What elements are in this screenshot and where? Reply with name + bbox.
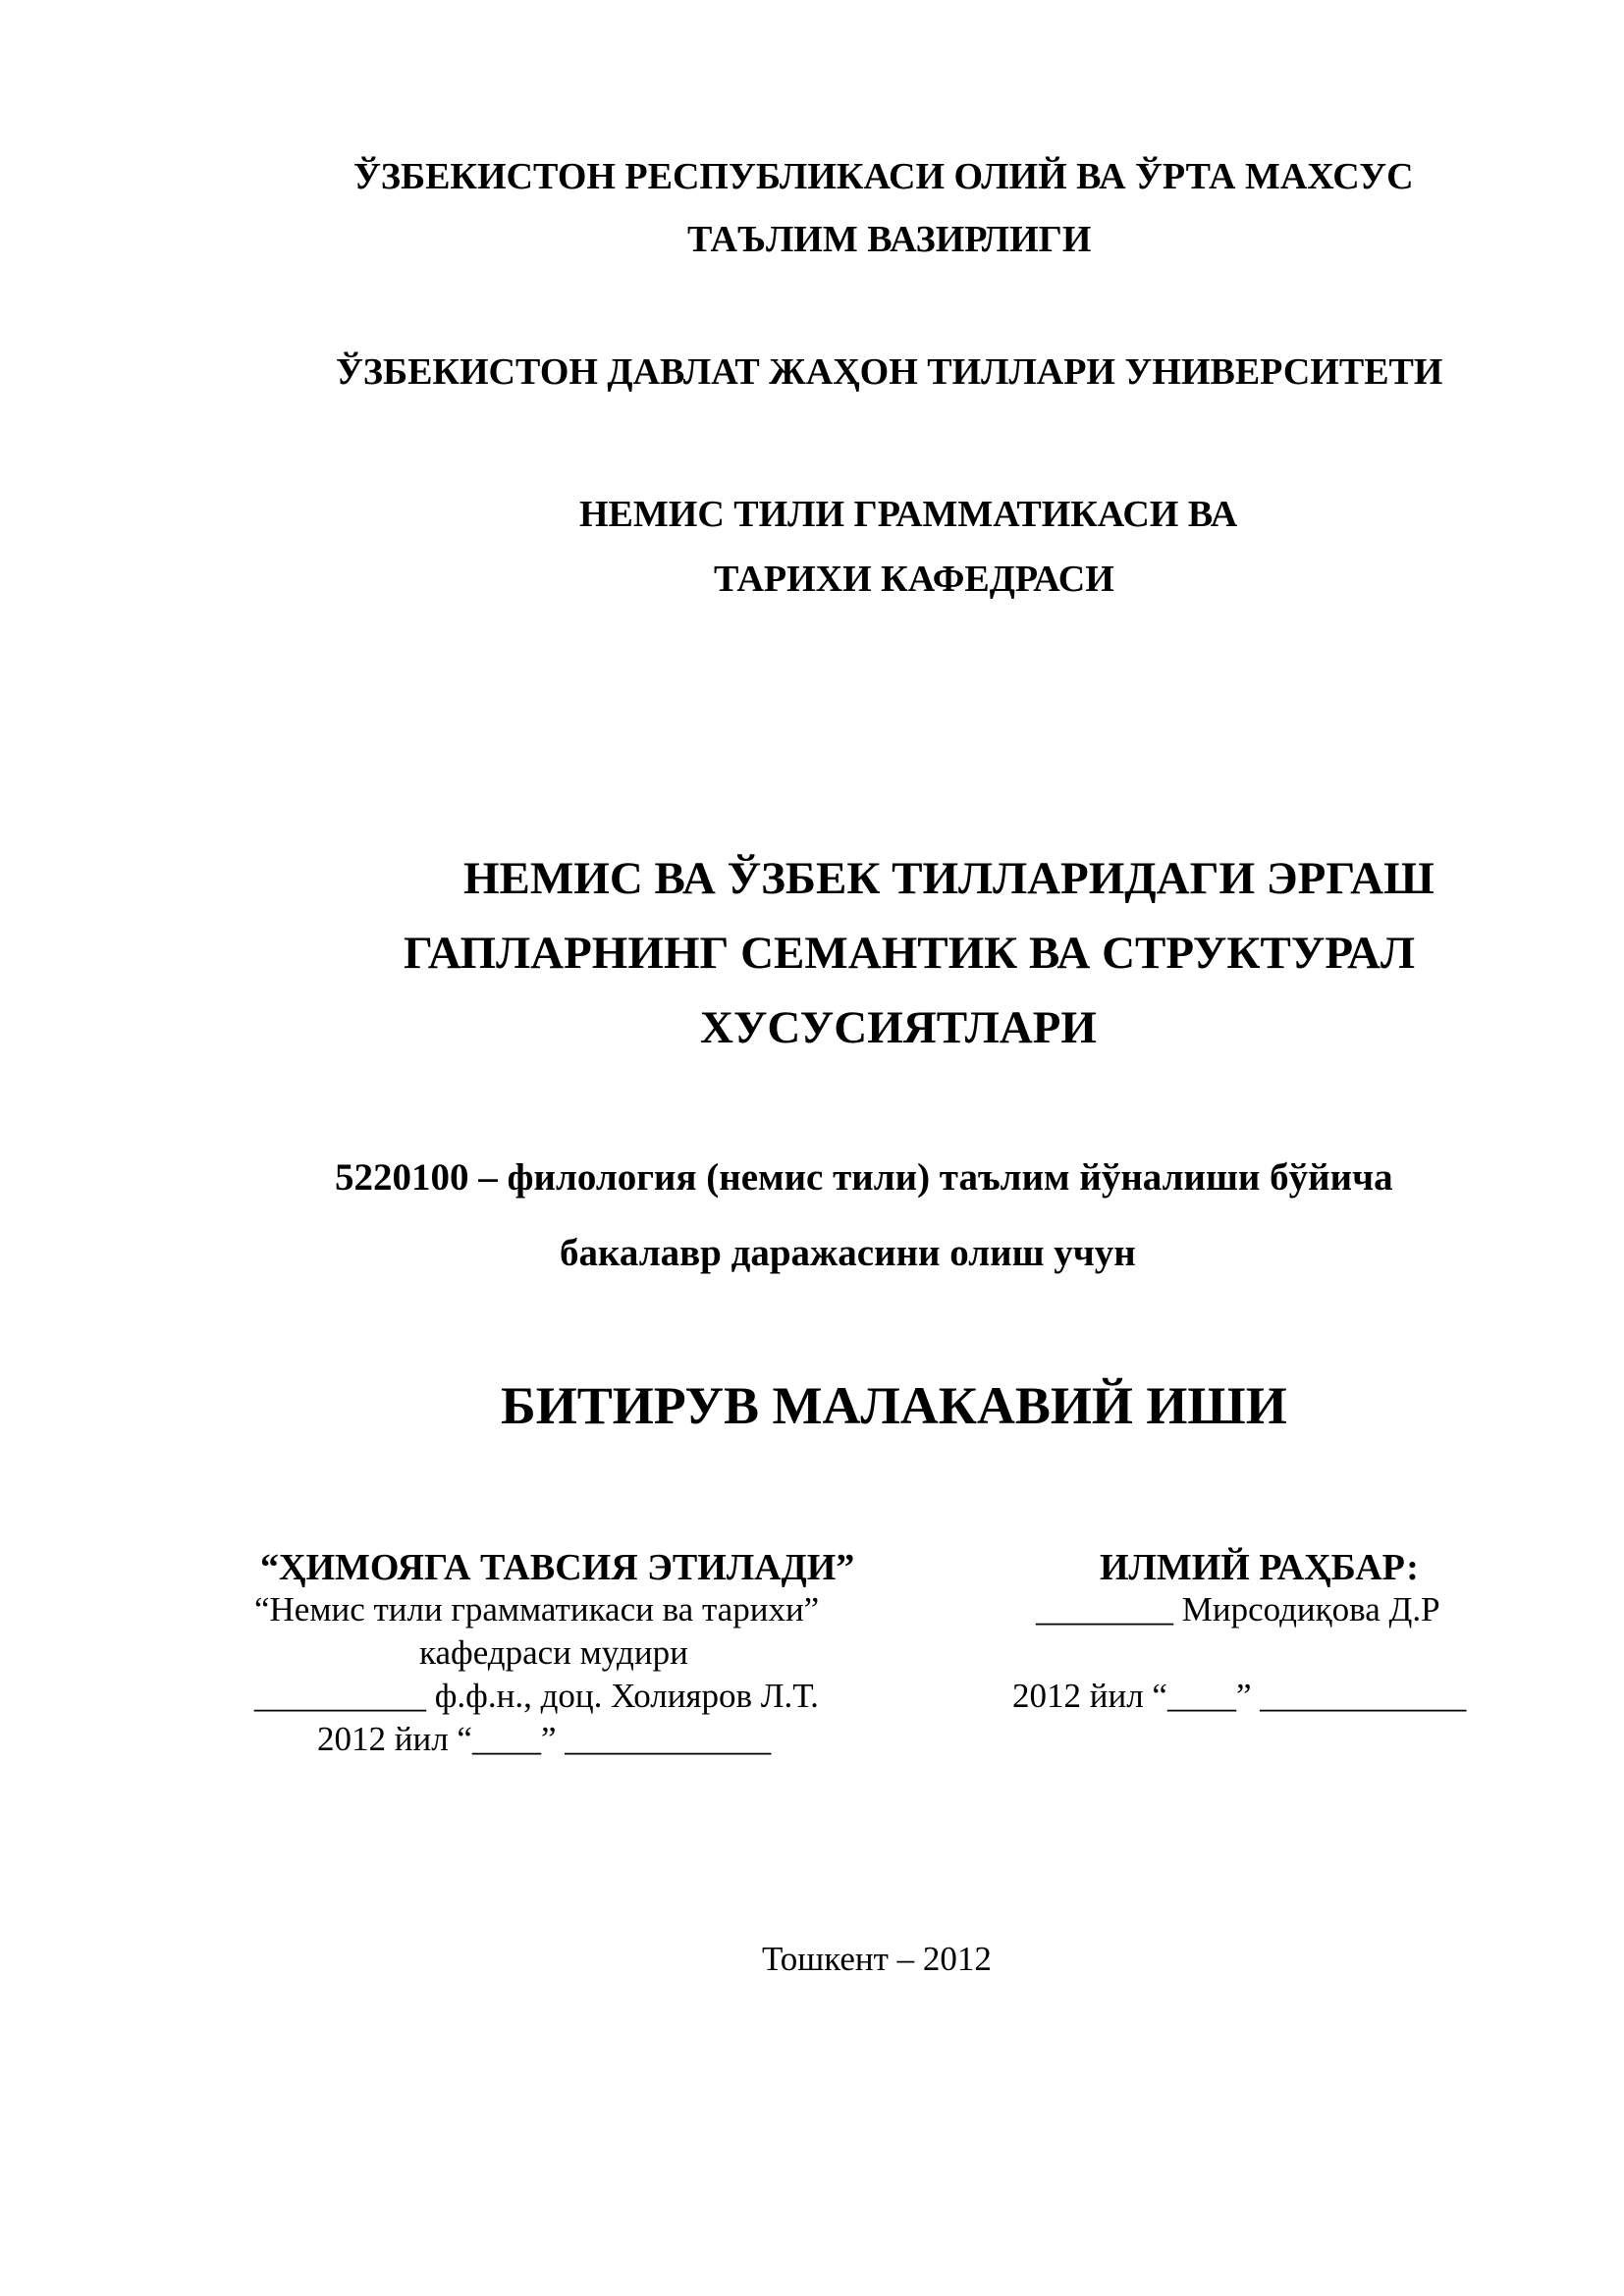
thesis-title-line-2: ГАПЛАРНИНГ СЕМАНТИК ВА СТРУКТУРАЛ [404, 928, 1415, 979]
approval-signature-line: __________ ф.ф.н., доц. Холияров Л.Т. [254, 1677, 819, 1715]
thesis-title-line-1: НЕМИС ВА ЎЗБЕК ТИЛЛАРИДАГИ ЭРГАШ [463, 853, 1435, 904]
supervisor-date-line: 2012 йил “____” ____________ [1012, 1677, 1467, 1715]
thesis-title-line-3: ХУСУСИЯТЛАРИ [700, 1002, 1097, 1053]
ministry-line-1: ЎЗБЕКИСТОН РЕСПУБЛИКАСИ ОЛИЙ ВА ЎРТА МАХСУС [353, 156, 1414, 197]
approval-date-line: 2012 йил “____” ____________ [317, 1720, 772, 1758]
approval-position: кафедраси мудири [419, 1633, 688, 1672]
purpose-line-2: бакалавр даражасини олиш учун [560, 1232, 1136, 1274]
approval-department: “Немис тили грамматикаси ва тарихи” [254, 1590, 820, 1629]
ministry-line-2: ТАЪЛИМ ВАЗИРЛИГИ [687, 219, 1092, 260]
approval-heading: “ҲИМОЯГА ТАВСИЯ ЭТИЛАДИ” [260, 1547, 855, 1588]
supervisor-heading: ИЛМИЙ РАҲБАР: [1100, 1547, 1419, 1588]
university-name: ЎЗБЕКИСТОН ДАВЛАТ ЖАҲОН ТИЛЛАРИ УНИВЕРСИТЕТИ [336, 351, 1443, 393]
purpose-line-1: 5220100 – филология (немис тили) таълим йўналиши бўйича [335, 1156, 1393, 1199]
work-type: БИТИРУВ МАЛАКАВИЙ ИШИ [501, 1376, 1287, 1435]
supervisor-signature-line: ________ Мирсодиқова Д.Р [1036, 1590, 1440, 1629]
department-line-1: НЕМИС ТИЛИ ГРАММАТИКАСИ ВА [579, 494, 1238, 535]
department-line-2: ТАРИХИ КАФЕДРАСИ [714, 559, 1114, 600]
place-year: Тошкент – 2012 [762, 1940, 992, 1978]
